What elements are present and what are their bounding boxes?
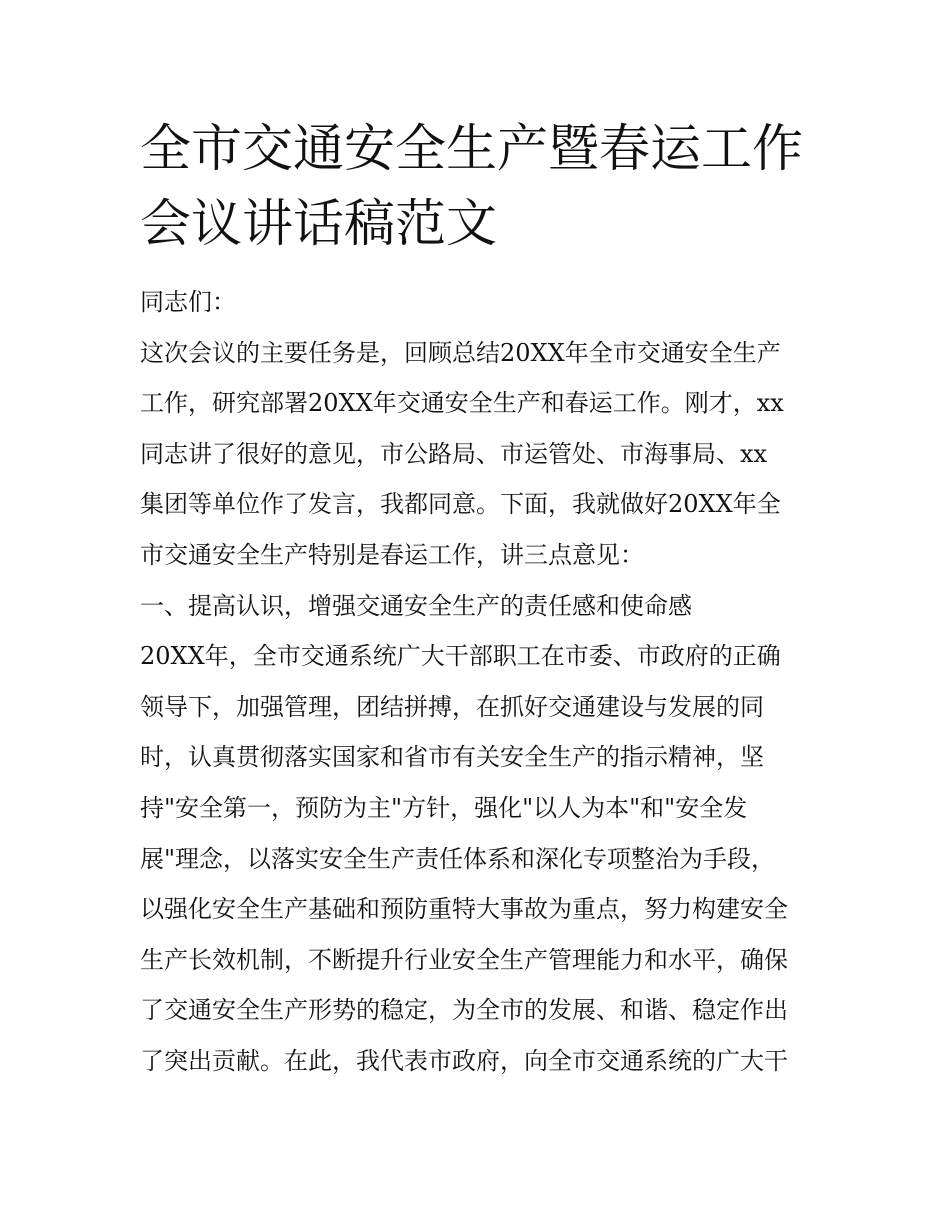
title-line: 全市交通安全生产暨春运工作 — [140, 120, 804, 179]
body-line: 同志讲了很好的意见，市公路局、市运管处、市海事局、xx — [140, 439, 768, 468]
body-line: 领导下，加强管理，团结拼搏，在抓好交通建设与发展的同 — [140, 692, 764, 721]
body-line: 市交通安全生产特别是春运工作，讲三点意见： — [140, 540, 644, 569]
salutation: 同志们： — [140, 288, 236, 316]
body-line: 集团等单位作了发言，我都同意。下面，我就做好20XX年全 — [140, 490, 781, 519]
body-line: 以强化安全生产基础和预防重特大事故为重点，努力构建安全 — [140, 895, 788, 924]
body-line: 这次会议的主要任务是，回顾总结20XX年全市交通安全生产 — [140, 338, 781, 367]
document-title — [140, 112, 840, 262]
title-line: 会议讲话稿范文 — [140, 195, 498, 254]
body-line: 了突出贡献。在此，我代表市政府，向全市交通系统的广大干 — [140, 1046, 788, 1075]
body-line: 了交通安全生产形势的稳定，为全市的发展、和谐、稳定作出 — [140, 996, 788, 1025]
body-line: 持"安全第一，预防为主"方针，强化"以人为本"和"安全发 — [140, 793, 748, 822]
body-line: 工作，研究部署20XX年交通安全生产和春运工作。刚才，xx — [140, 389, 784, 418]
body-line: 展"理念，以落实安全生产责任体系和深化专项整治为手段， — [140, 844, 776, 873]
section-heading: 一、提高认识，增强交通安全生产的责任感和使命感 — [140, 591, 692, 620]
document-body — [140, 277, 830, 1087]
body-line: 生产长效机制，不断提升行业安全生产管理能力和水平，确保 — [140, 945, 788, 974]
body-line: 时，认真贯彻落实国家和省市有关安全生产的指示精神，坚 — [140, 743, 764, 772]
body-line: 20XX年，全市交通系统广大干部职工在市委、市政府的正确 — [140, 642, 781, 671]
